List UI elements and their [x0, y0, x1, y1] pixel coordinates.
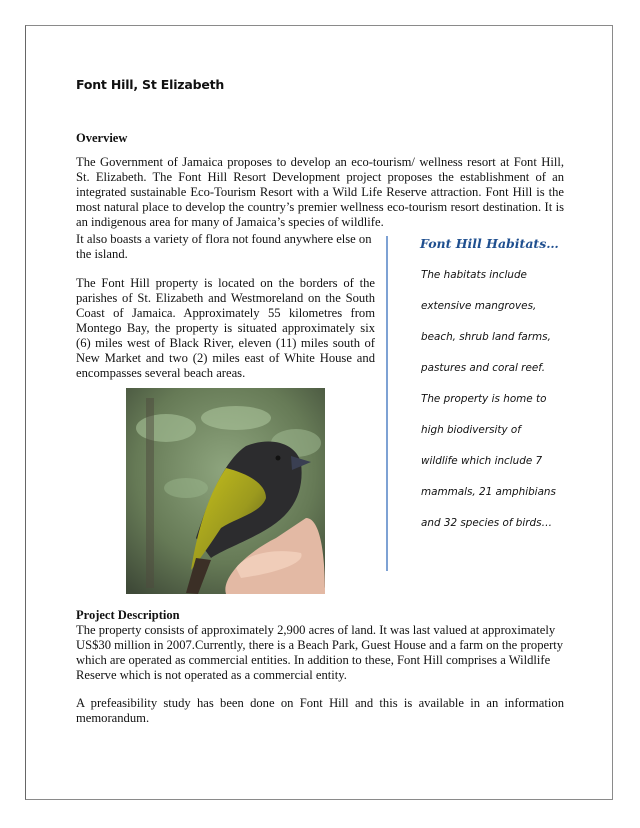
- sidebar-divider: [386, 236, 388, 571]
- sidebar-line: wildlife which include 7: [421, 455, 543, 467]
- sidebar-line: The habitats include: [421, 269, 527, 281]
- sidebar-line: extensive mangroves,: [421, 300, 537, 312]
- document-title: Font Hill, St Elizabeth: [76, 77, 225, 92]
- sidebar-line: and 32 species of birds…: [421, 517, 552, 529]
- bird-photo: [126, 388, 325, 594]
- bird-illustration: [126, 388, 325, 594]
- overview-paragraph: The Government of Jamaica proposes to develop an eco-tourism/ wellness resort at Font Hill, St. Elizabeth. The Font Hill Resort Development project proposes the establishment of an integrated sustainable Eco-Tourism Resort with a Wild Life Reserve attraction. Font Hill is the most natural place to develop the country’s premier wellness eco-tourism resort destination. It is an indigenous area for many of Jamaica’s species of wildlife.: [76, 155, 564, 229]
- sidebar-text: [421, 267, 556, 546]
- flora-paragraph: It also boasts a variety of flora not found anywhere else on the island.: [76, 232, 372, 261]
- project-paragraph: The property consists of approximately 2,900 acres of land. It was last valued at approximately US$30 million in 2007.Currently, there is a Beach Park, Guest House and a farm on the property which are operated as commercial entities. In addition to these, Font Hill comprises a Wildlife Reserve which is not operated as a commercial entity.: [76, 623, 564, 682]
- sidebar-title: Font Hill Habitats…: [420, 236, 559, 251]
- sidebar-line: mammals, 21 amphibians: [421, 486, 556, 498]
- sidebar-line: beach, shrub land farms,: [421, 331, 551, 343]
- overview-heading: Overview: [76, 131, 128, 145]
- prefeasibility-paragraph: A prefeasibility study has been done on Font Hill and this is available in an information memorandum.: [76, 696, 564, 725]
- sidebar-line: The property is home to: [421, 393, 547, 405]
- project-heading: Project Description: [76, 608, 180, 622]
- location-paragraph: The Font Hill property is located on the borders of the parishes of St. Elizabeth and Westmoreland on the South Coast of Jamaica. Approximately 55 kilometres from Montego Bay, the property is situated approximately six (6) miles west of Black River, eleven (11) miles south of New Market and two (2) miles east of White House and encompasses several beach areas.: [76, 276, 375, 380]
- sidebar-line: high biodiversity of: [421, 424, 521, 436]
- sidebar-line: pastures and coral reef.: [421, 362, 546, 374]
